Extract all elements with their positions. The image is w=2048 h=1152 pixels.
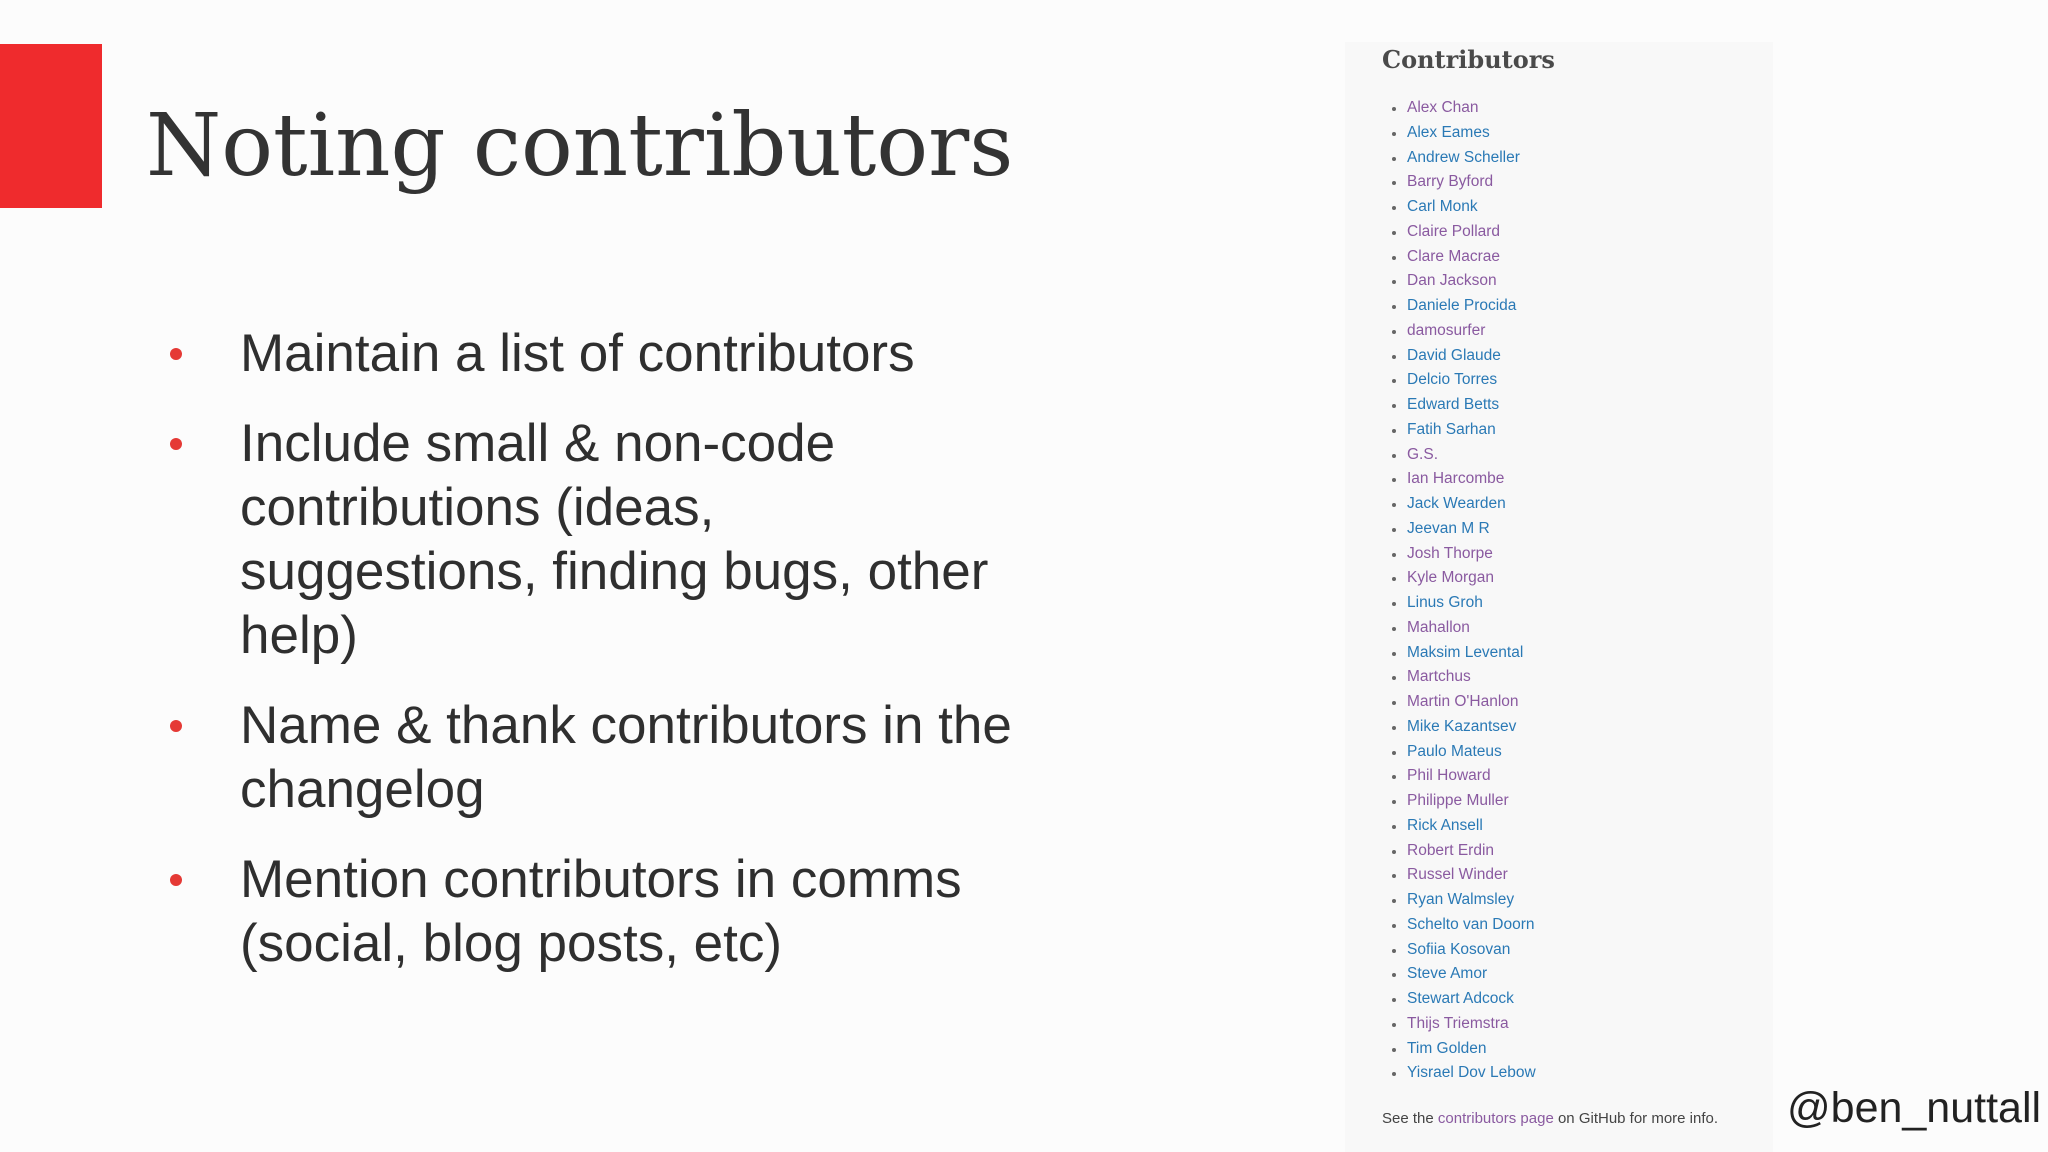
contributor-item [1392, 146, 1536, 171]
contributor-link[interactable]: Clare Macrae [1407, 247, 1501, 265]
contributor-item [1392, 121, 1536, 146]
contributor-item [1392, 492, 1536, 517]
contributor-item [1392, 641, 1536, 666]
contributor-item [1392, 269, 1536, 294]
contributor-item [1392, 789, 1536, 814]
bullet-dot [170, 874, 182, 886]
contributor-item [1392, 616, 1536, 641]
contributor-item [1392, 220, 1536, 245]
contributor-link[interactable]: Thijs Triemstra [1407, 1014, 1509, 1032]
contributor-link[interactable]: Jeevan M R [1407, 519, 1490, 537]
contributor-link[interactable]: Yisrael Dov Lebow [1407, 1064, 1536, 1082]
contributor-item [1392, 715, 1536, 740]
contributor-link[interactable]: Tim Golden [1407, 1039, 1487, 1057]
contributor-link[interactable]: Robert Erdin [1407, 841, 1495, 859]
contributor-item [1392, 665, 1536, 690]
contributor-item [1392, 591, 1536, 616]
bullet-text: Name & thank contributors in the changelog [240, 696, 1012, 819]
contributor-item [1392, 863, 1536, 888]
contributor-item [1392, 1061, 1536, 1086]
contributor-item [1392, 517, 1536, 542]
contributor-link[interactable]: Kyle Morgan [1407, 569, 1495, 587]
contributor-link[interactable]: Mike Kazantsev [1407, 717, 1517, 735]
contributor-item [1392, 96, 1536, 121]
contributor-item [1392, 764, 1536, 789]
contributor-item [1392, 294, 1536, 319]
contributor-link[interactable]: Mahallon [1407, 618, 1470, 636]
contributor-item [1392, 962, 1536, 987]
footnote-prefix: See the [1382, 1110, 1438, 1127]
contributor-item [1392, 368, 1536, 393]
bullet-text: Maintain a list of contributors [240, 324, 915, 383]
slide-title: Noting contributors [146, 96, 1014, 196]
bullet-dot [170, 438, 182, 450]
contributor-link[interactable]: Jack Wearden [1407, 495, 1506, 512]
contributor-item [1392, 170, 1536, 195]
contributor-item [1392, 566, 1536, 591]
contributor-item [1392, 938, 1536, 963]
contributor-link[interactable]: Andrew Scheller [1407, 148, 1520, 166]
contributor-link[interactable]: Philippe Muller [1407, 792, 1509, 809]
contributor-link[interactable]: Maksim Levental [1407, 643, 1524, 661]
contributor-link[interactable]: Ryan Walmsley [1407, 891, 1515, 908]
contributor-item [1392, 418, 1536, 443]
contributor-link[interactable]: damosurfer [1407, 321, 1486, 339]
bullet-item [162, 412, 1022, 668]
bullet-dot [170, 720, 182, 732]
contributor-item [1392, 1012, 1536, 1037]
contributors-heading: Contributors [1382, 45, 1555, 74]
bullet-dot [170, 348, 182, 360]
contributor-link[interactable]: G.S. [1407, 445, 1439, 463]
contributors-screenshot [1345, 42, 1773, 1152]
contributor-link[interactable]: Alex Chan [1407, 99, 1479, 116]
contributor-link[interactable]: Claire Pollard [1407, 222, 1501, 240]
contributor-item [1392, 344, 1536, 369]
contributor-link[interactable]: Barry Byford [1407, 173, 1494, 191]
contributor-item [1392, 690, 1536, 715]
contributor-item [1392, 913, 1536, 938]
bullet-item [162, 694, 1022, 822]
bullet-text: Mention contributors in comms (social, blog posts, etc) [240, 850, 962, 973]
contributors-footnote [1382, 1110, 1718, 1127]
title-accent-bar [0, 44, 102, 208]
footnote-suffix: on GitHub for more info. [1553, 1110, 1719, 1127]
bullet-text: Include small & non-code contributions (ideas, suggestions, finding bugs, other help) [240, 414, 989, 665]
contributor-item [1392, 814, 1536, 839]
contributor-item [1392, 839, 1536, 864]
contributor-link[interactable]: Ian Harcombe [1407, 470, 1505, 488]
contributor-link[interactable]: Martchus [1407, 668, 1471, 686]
contributor-link[interactable]: Sofiia Kosovan [1407, 940, 1511, 958]
contributor-item [1392, 393, 1536, 418]
contributor-link[interactable]: Schelto van Doorn [1407, 915, 1535, 933]
contributor-link[interactable]: David Glaude [1407, 346, 1501, 364]
contributors-page-link[interactable]: contributors page [1437, 1110, 1554, 1127]
contributor-item [1392, 443, 1536, 468]
contributor-link[interactable]: Linus Groh [1407, 594, 1483, 611]
contributor-link[interactable]: Edward Betts [1407, 396, 1500, 413]
contributor-item [1392, 319, 1536, 344]
contributor-link[interactable]: Delcio Torres [1407, 371, 1498, 389]
contributor-link[interactable]: Dan Jackson [1407, 272, 1497, 290]
contributor-item [1392, 740, 1536, 765]
author-handle: @ben_nuttall [1787, 1084, 2042, 1132]
contributor-link[interactable]: Daniele Procida [1407, 297, 1517, 314]
bullet-list [162, 322, 1022, 1002]
contributor-link[interactable]: Russel Winder [1407, 866, 1508, 884]
contributor-link[interactable]: Alex Eames [1407, 123, 1490, 141]
contributor-link[interactable]: Stewart Adcock [1407, 990, 1514, 1007]
bullet-item [162, 848, 1022, 976]
contributor-item [1392, 467, 1536, 492]
contributor-link[interactable]: Josh Thorpe [1407, 544, 1493, 562]
bullet-item [162, 322, 1022, 386]
contributor-item [1392, 542, 1536, 567]
contributor-link[interactable]: Paulo Mateus [1407, 742, 1502, 760]
contributor-item [1392, 987, 1536, 1012]
contributor-item [1392, 1037, 1536, 1062]
contributor-item [1392, 195, 1536, 220]
contributor-item [1392, 888, 1536, 913]
contributor-item [1392, 245, 1536, 270]
contributor-link[interactable]: Fatih Sarhan [1407, 420, 1496, 438]
contributors-list [1392, 96, 1536, 1086]
contributor-link[interactable]: Steve Amor [1407, 965, 1488, 983]
contributor-link[interactable]: Rick Ansell [1407, 816, 1483, 834]
contributor-link[interactable]: Phil Howard [1407, 767, 1491, 785]
contributor-link[interactable]: Carl Monk [1407, 198, 1478, 215]
contributor-link[interactable]: Martin O'Hanlon [1407, 693, 1519, 710]
